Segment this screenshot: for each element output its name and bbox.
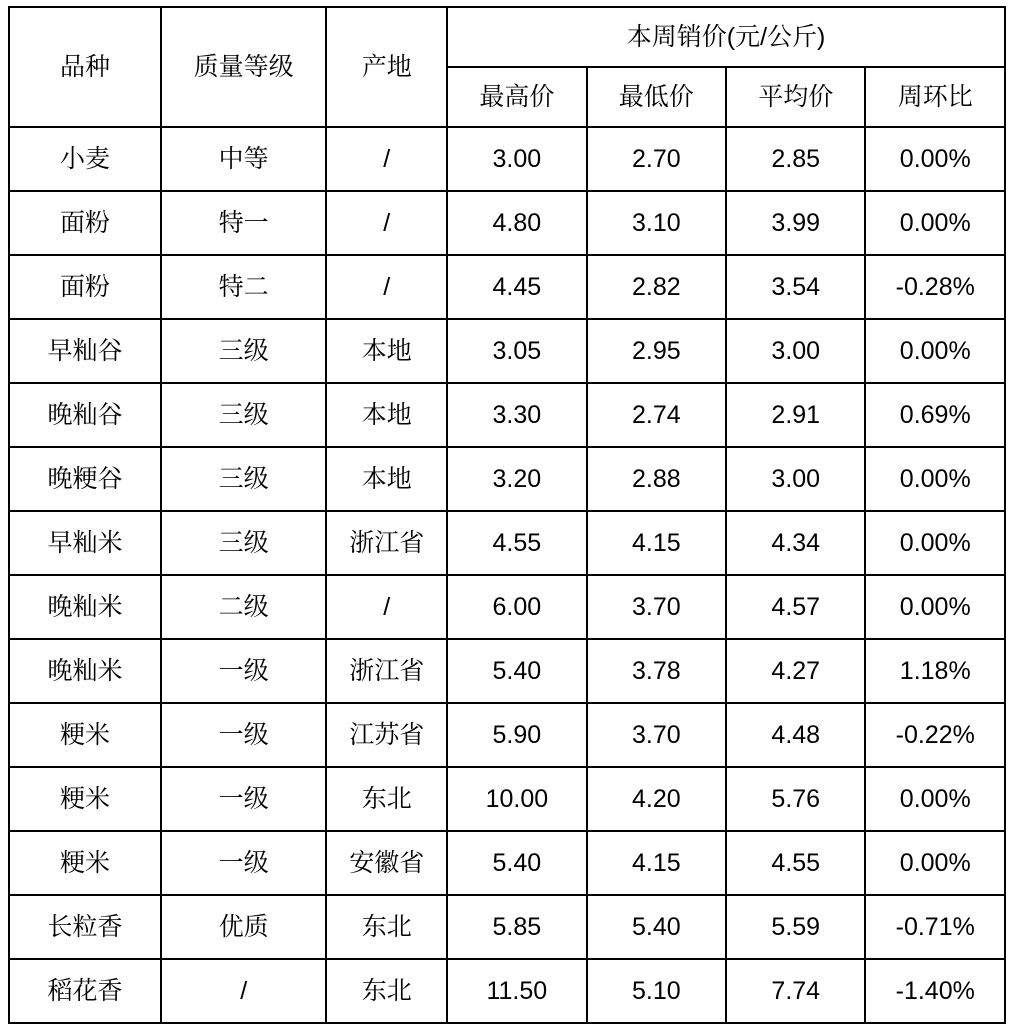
cell-avg-price: 2.91 [726, 383, 865, 447]
table-row [9, 767, 1005, 831]
cell-week-over-week: 1.18% [865, 639, 1005, 703]
table-row [9, 447, 1005, 511]
table-row [9, 383, 1005, 447]
cell-week-over-week: -0.71% [865, 895, 1005, 959]
cell-high-price: 5.40 [447, 639, 586, 703]
cell-low-price: 5.40 [587, 895, 726, 959]
cell-origin: 东北 [326, 959, 447, 1023]
cell-high-price: 3.00 [447, 127, 586, 191]
cell-week-over-week: 0.00% [865, 319, 1005, 383]
cell-high-price: 6.00 [447, 575, 586, 639]
cell-origin: 浙江省 [326, 511, 447, 575]
cell-origin: 安徽省 [326, 831, 447, 895]
cell-grade: 三级 [161, 319, 326, 383]
cell-avg-price: 5.59 [726, 895, 865, 959]
cell-low-price: 2.95 [587, 319, 726, 383]
table-row [9, 511, 1005, 575]
cell-avg-price: 3.99 [726, 191, 865, 255]
table-header [9, 7, 1005, 127]
cell-week-over-week: -0.22% [865, 703, 1005, 767]
cell-low-price: 2.70 [587, 127, 726, 191]
column-header-low-price: 最低价 [587, 67, 726, 127]
cell-week-over-week: 0.00% [865, 511, 1005, 575]
cell-origin: 本地 [326, 383, 447, 447]
column-header-price-group: 本周销价(元/公斤) [447, 7, 1005, 67]
column-header-avg-price: 平均价 [726, 67, 865, 127]
cell-variety: 晚籼米 [9, 639, 161, 703]
header-row-top [9, 7, 1005, 67]
cell-avg-price: 5.76 [726, 767, 865, 831]
cell-high-price: 4.80 [447, 191, 586, 255]
cell-grade: 一级 [161, 831, 326, 895]
cell-origin: / [326, 575, 447, 639]
table-row [9, 703, 1005, 767]
table-row [9, 575, 1005, 639]
cell-variety: 粳米 [9, 831, 161, 895]
cell-origin: 江苏省 [326, 703, 447, 767]
table-row [9, 895, 1005, 959]
table-row [9, 255, 1005, 319]
cell-high-price: 4.45 [447, 255, 586, 319]
cell-variety: 粳米 [9, 767, 161, 831]
cell-variety: 晚粳谷 [9, 447, 161, 511]
cell-origin: / [326, 191, 447, 255]
cell-low-price: 4.15 [587, 831, 726, 895]
column-header-origin: 产地 [326, 7, 447, 127]
table-row [9, 959, 1005, 1023]
cell-low-price: 3.70 [587, 575, 726, 639]
table-row [9, 831, 1005, 895]
cell-origin: 本地 [326, 447, 447, 511]
cell-high-price: 3.05 [447, 319, 586, 383]
cell-week-over-week: -0.28% [865, 255, 1005, 319]
cell-high-price: 10.00 [447, 767, 586, 831]
column-header-variety: 品种 [9, 7, 161, 127]
cell-variety: 晚籼谷 [9, 383, 161, 447]
table-row [9, 191, 1005, 255]
cell-origin: 东北 [326, 895, 447, 959]
cell-variety: 早籼谷 [9, 319, 161, 383]
cell-avg-price: 4.34 [726, 511, 865, 575]
cell-variety: 稻花香 [9, 959, 161, 1023]
cell-variety: 面粉 [9, 191, 161, 255]
cell-grade: 优质 [161, 895, 326, 959]
cell-variety: 面粉 [9, 255, 161, 319]
cell-low-price: 3.70 [587, 703, 726, 767]
cell-low-price: 3.10 [587, 191, 726, 255]
cell-avg-price: 4.57 [726, 575, 865, 639]
cell-variety: 长粒香 [9, 895, 161, 959]
cell-low-price: 2.88 [587, 447, 726, 511]
cell-avg-price: 3.00 [726, 447, 865, 511]
price-table [8, 6, 1006, 1024]
cell-avg-price: 4.48 [726, 703, 865, 767]
cell-avg-price: 2.85 [726, 127, 865, 191]
cell-grade: 中等 [161, 127, 326, 191]
cell-week-over-week: 0.00% [865, 127, 1005, 191]
cell-origin: 东北 [326, 767, 447, 831]
cell-high-price: 3.20 [447, 447, 586, 511]
cell-week-over-week: 0.00% [865, 767, 1005, 831]
cell-low-price: 2.74 [587, 383, 726, 447]
cell-origin: 本地 [326, 319, 447, 383]
cell-week-over-week: 0.00% [865, 831, 1005, 895]
column-header-grade: 质量等级 [161, 7, 326, 127]
cell-variety: 小麦 [9, 127, 161, 191]
cell-week-over-week: 0.00% [865, 191, 1005, 255]
cell-grade: 一级 [161, 767, 326, 831]
cell-avg-price: 7.74 [726, 959, 865, 1023]
table-body [9, 127, 1005, 1023]
cell-avg-price: 4.27 [726, 639, 865, 703]
cell-low-price: 3.78 [587, 639, 726, 703]
cell-high-price: 5.90 [447, 703, 586, 767]
table-row [9, 319, 1005, 383]
cell-avg-price: 3.54 [726, 255, 865, 319]
cell-low-price: 4.20 [587, 767, 726, 831]
cell-high-price: 5.40 [447, 831, 586, 895]
cell-avg-price: 4.55 [726, 831, 865, 895]
cell-variety: 早籼米 [9, 511, 161, 575]
cell-low-price: 2.82 [587, 255, 726, 319]
column-header-week-over-week: 周环比 [865, 67, 1005, 127]
cell-grade: 二级 [161, 575, 326, 639]
table-row [9, 127, 1005, 191]
cell-variety: 晚籼米 [9, 575, 161, 639]
cell-week-over-week: 0.00% [865, 447, 1005, 511]
cell-grade: 三级 [161, 511, 326, 575]
cell-grade: 三级 [161, 447, 326, 511]
cell-grade: 特一 [161, 191, 326, 255]
cell-grade: 一级 [161, 703, 326, 767]
cell-grade: 一级 [161, 639, 326, 703]
cell-high-price: 5.85 [447, 895, 586, 959]
cell-week-over-week: 0.69% [865, 383, 1005, 447]
cell-grade: / [161, 959, 326, 1023]
cell-grade: 特二 [161, 255, 326, 319]
cell-low-price: 4.15 [587, 511, 726, 575]
cell-week-over-week: 0.00% [865, 575, 1005, 639]
cell-avg-price: 3.00 [726, 319, 865, 383]
cell-high-price: 11.50 [447, 959, 586, 1023]
cell-origin: / [326, 255, 447, 319]
cell-low-price: 5.10 [587, 959, 726, 1023]
cell-origin: 浙江省 [326, 639, 447, 703]
column-header-high-price: 最高价 [447, 67, 586, 127]
cell-high-price: 4.55 [447, 511, 586, 575]
cell-grade: 三级 [161, 383, 326, 447]
cell-origin: / [326, 127, 447, 191]
table-row [9, 639, 1005, 703]
cell-variety: 粳米 [9, 703, 161, 767]
cell-week-over-week: -1.40% [865, 959, 1005, 1023]
cell-high-price: 3.30 [447, 383, 586, 447]
